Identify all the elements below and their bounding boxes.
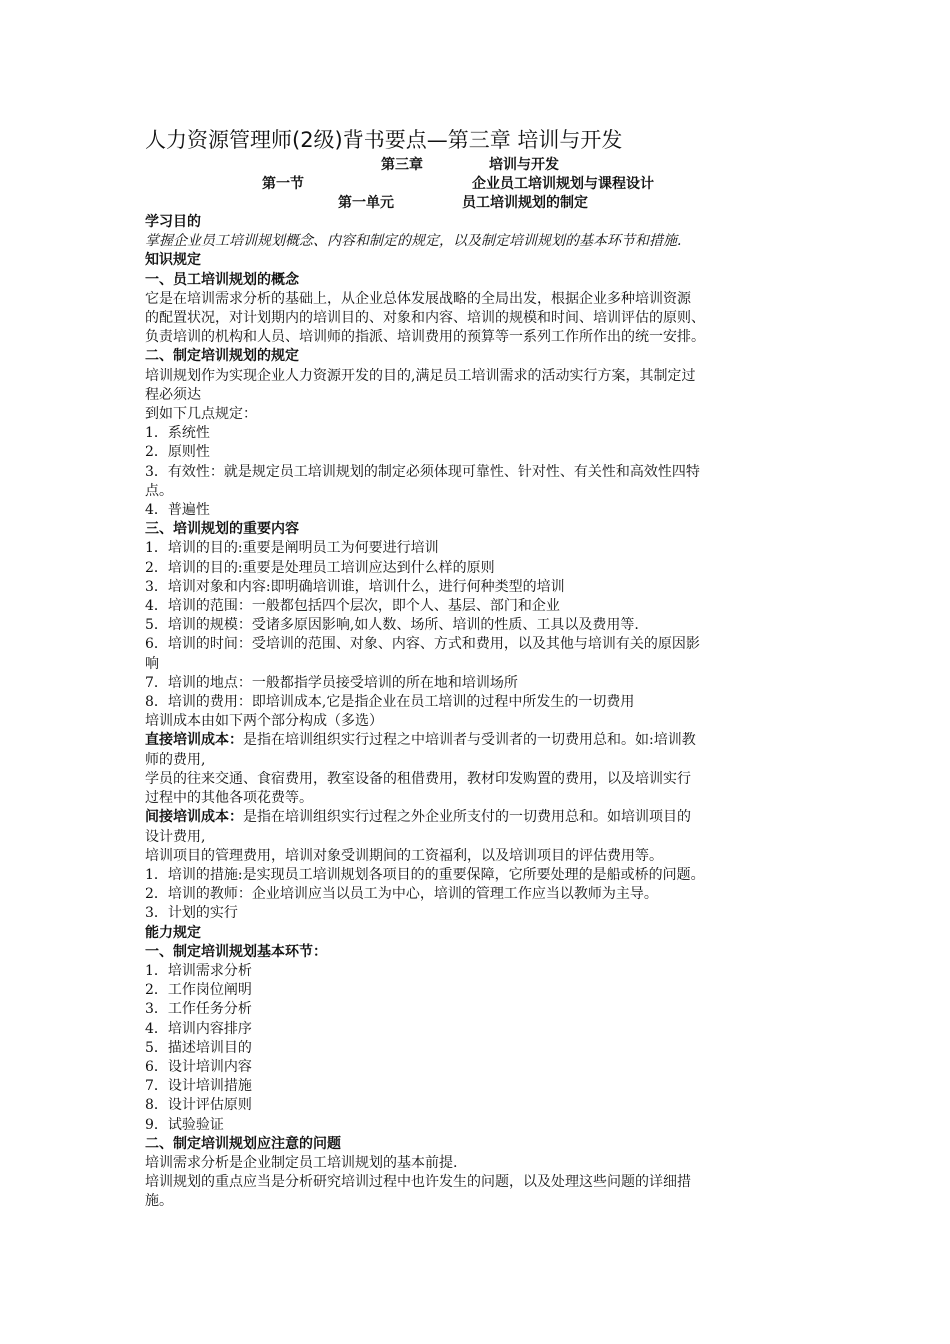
k1-heading: 一、员工培训规划的概念 bbox=[145, 271, 299, 288]
k3-tail-line: 3．计划的实行 bbox=[145, 905, 238, 922]
objective-heading: 学习目的 bbox=[145, 214, 201, 230]
k3-line: 5．培训的规模：受诸多原因影响,如人数、场所、培训的性质、工具以及费用等. bbox=[145, 617, 639, 634]
a1-line: 5．描述培训目的 bbox=[145, 1039, 252, 1056]
indirect-cost-text: 是指在培训组织实行过程之外企业所支付的一切费用总和。如培训项目的 bbox=[243, 809, 691, 826]
k1-line: 负责培训的机构和人员、培训师的指派、培训费用的预算等一系列工作所作出的统一安排。 bbox=[145, 329, 705, 346]
document-page bbox=[145, 126, 810, 1212]
k2-line: 1．系统性 bbox=[145, 425, 210, 442]
indirect-cost-line: 设计费用, bbox=[145, 828, 206, 845]
a2-line: 培训规划的重点应当是分析研究培训过程中也许发生的问题，以及处理这些问题的详细措 bbox=[145, 1174, 691, 1191]
k2-line: 培训规划作为实现企业人力资源开发的目的,满足员工培训需求的活动实行方案，其制定过 bbox=[145, 367, 696, 384]
k2-line: 4．普遍性 bbox=[145, 502, 210, 519]
k3-line: 培训成本由如下两个部分构成（多选） bbox=[145, 713, 383, 730]
k3-heading: 三、培训规划的重要内容 bbox=[145, 521, 299, 538]
k3-line: 7．培训的地点：一般都指学员接受培训的所在地和培训场所 bbox=[145, 674, 518, 691]
k1-line: 它是在培训需求分析的基础上，从企业总体发展战略的全局出发，根据企业多种培训资源 bbox=[145, 290, 691, 307]
k3-tail-line: 1．培训的措施:是实现员工培训规划各项目的的重要保障，它所要处理的是船或桥的问题。 bbox=[145, 866, 705, 883]
direct-cost-line: 师的费用, bbox=[145, 751, 206, 768]
ability-heading: 能力规定 bbox=[145, 924, 201, 941]
a1-line: 2．工作岗位阐明 bbox=[145, 982, 252, 999]
k3-line: 4．培训的范围：一般都包括四个层次，即个人、基层、部门和企业 bbox=[145, 598, 560, 615]
a1-line: 4．培训内容排序 bbox=[145, 1020, 252, 1037]
unit-label: 第一单元 bbox=[338, 195, 394, 211]
a2-line: 培训需求分析是企业制定员工培训规划的基本前提. bbox=[145, 1154, 458, 1171]
chapter-heading bbox=[145, 156, 810, 175]
direct-cost-line: 学员的往来交通、食宿费用，教室设备的租借费用，教材印发购置的费用，以及培训实行 bbox=[145, 770, 691, 787]
k3-line: 1．培训的目的:重要是阐明员工为何要进行培训 bbox=[145, 540, 439, 557]
k1-line: 的配置状况，对计划期内的培训目的、对象和内容、培训的规模和时间、培训评估的原则、 bbox=[145, 310, 705, 327]
k3-line: 8．培训的费用：即培训成本,它是指企业在员工培训的过程中所发生的一切费用 bbox=[145, 694, 635, 711]
document-title: 人力资源管理师(2级)背书要点—第三章 培训与开发 bbox=[145, 128, 623, 152]
k2-line: 程必须达 bbox=[145, 386, 201, 403]
indirect-cost-line bbox=[145, 808, 810, 827]
a2-heading: 二、制定培训规划应注意的问题 bbox=[145, 1135, 341, 1152]
a1-line: 9．试验验证 bbox=[145, 1116, 224, 1133]
knowledge-heading: 知识规定 bbox=[145, 252, 201, 269]
unit-heading bbox=[145, 194, 810, 213]
section-name: 企业员工培训规划与课程设计 bbox=[472, 176, 654, 192]
k2-line: 3．有效性：就是规定员工培训规划的制定必须体现可靠性、针对性、有关性和高效性四特 bbox=[145, 463, 700, 480]
k2-line: 点。 bbox=[145, 482, 173, 499]
k3-line: 6．培训的时间：受培训的范围、对象、内容、方式和费用，以及其他与培训有关的原因影 bbox=[145, 636, 700, 653]
direct-cost-line bbox=[145, 731, 810, 750]
objective-text: 掌握企业员工培训规划概念、内容和制定的规定，以及制定培训规划的基本环节和措施. bbox=[145, 233, 682, 250]
direct-cost-text: 是指在培训组织实行过程之中培训者与受训者的一切费用总和。如:培训教 bbox=[243, 732, 696, 749]
k2-heading: 二、制定培训规划的规定 bbox=[145, 348, 299, 365]
k3-line: 响 bbox=[145, 655, 159, 672]
chapter-label: 第三章 bbox=[381, 157, 423, 173]
indirect-cost-line: 培训项目的管理费用，培训对象受训期间的工资福利，以及培训项目的评估费用等。 bbox=[145, 847, 663, 864]
a1-line: 3．工作任务分析 bbox=[145, 1001, 252, 1018]
a1-line: 7．设计培训措施 bbox=[145, 1078, 252, 1095]
k2-line: 2．原则性 bbox=[145, 444, 210, 461]
a1-line: 8．设计评估原则 bbox=[145, 1097, 252, 1114]
direct-cost-line: 过程中的其他各项花费等。 bbox=[145, 790, 313, 807]
indirect-cost-term: 间接培训成本： bbox=[145, 809, 243, 826]
section-label: 第一节 bbox=[262, 176, 304, 192]
section-heading bbox=[145, 175, 810, 194]
unit-name: 员工培训规划的制定 bbox=[462, 195, 588, 211]
k3-line: 3．培训对象和内容:即明确培训谁，培训什么，进行何种类型的培训 bbox=[145, 578, 565, 595]
a1-line: 6．设计培训内容 bbox=[145, 1058, 252, 1075]
a2-line: 施。 bbox=[145, 1193, 173, 1210]
a1-heading: 一、制定培训规划基本环节： bbox=[145, 943, 327, 960]
a1-line: 1．培训需求分析 bbox=[145, 962, 252, 979]
k2-line: 到如下几点规定： bbox=[145, 406, 257, 423]
k3-tail-line: 2．培训的教师：企业培训应当以员工为中心，培训的管理工作应当以教师为主导。 bbox=[145, 886, 658, 903]
direct-cost-term: 直接培训成本： bbox=[145, 732, 243, 749]
k3-line: 2．培训的目的:重要是处理员工培训应达到什么样的原则 bbox=[145, 559, 495, 576]
chapter-name: 培训与开发 bbox=[489, 157, 559, 173]
